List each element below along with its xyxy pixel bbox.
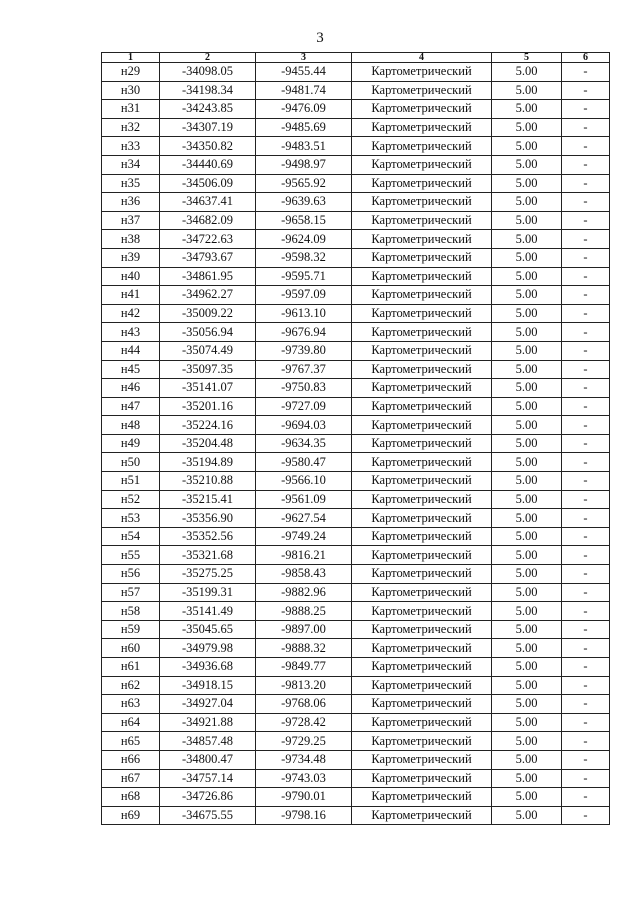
x-coordinate-cell: -35356.90 <box>160 509 256 528</box>
point-name-cell: н43 <box>102 323 160 342</box>
point-name-cell: н52 <box>102 490 160 509</box>
table-row <box>102 100 610 119</box>
accuracy-cell: 5.00 <box>492 639 562 658</box>
x-coordinate-cell: -35215.41 <box>160 490 256 509</box>
method-cell: Картометрический <box>352 286 492 305</box>
table-row <box>102 230 610 249</box>
y-coordinate-cell: -9882.96 <box>256 583 352 602</box>
point-name-cell: н51 <box>102 472 160 491</box>
point-name-cell: н63 <box>102 695 160 714</box>
method-cell: Картометрический <box>352 118 492 137</box>
description-cell: - <box>562 658 610 677</box>
table-row <box>102 490 610 509</box>
point-name-cell: н59 <box>102 620 160 639</box>
x-coordinate-cell: -35210.88 <box>160 472 256 491</box>
accuracy-cell: 5.00 <box>492 193 562 212</box>
method-cell: Картометрический <box>352 509 492 528</box>
method-cell: Картометрический <box>352 527 492 546</box>
point-name-cell: н32 <box>102 118 160 137</box>
accuracy-cell: 5.00 <box>492 490 562 509</box>
table-row <box>102 658 610 677</box>
x-coordinate-cell: -34198.34 <box>160 81 256 100</box>
y-coordinate-cell: -9767.37 <box>256 360 352 379</box>
point-name-cell: н35 <box>102 174 160 193</box>
table-row <box>102 750 610 769</box>
method-cell: Картометрический <box>352 788 492 807</box>
y-coordinate-cell: -9565.92 <box>256 174 352 193</box>
table-header-row <box>102 53 610 63</box>
y-coordinate-cell: -9483.51 <box>256 137 352 156</box>
point-name-cell: н47 <box>102 397 160 416</box>
accuracy-cell: 5.00 <box>492 323 562 342</box>
table-body <box>102 63 610 825</box>
y-coordinate-cell: -9455.44 <box>256 63 352 82</box>
table-row <box>102 397 610 416</box>
accuracy-cell: 5.00 <box>492 286 562 305</box>
method-cell: Картометрический <box>352 230 492 249</box>
description-cell: - <box>562 193 610 212</box>
x-coordinate-cell: -35224.16 <box>160 416 256 435</box>
x-coordinate-cell: -35141.07 <box>160 379 256 398</box>
table-row <box>102 248 610 267</box>
accuracy-cell: 5.00 <box>492 472 562 491</box>
column-header: 3 <box>256 53 352 63</box>
method-cell: Картометрический <box>352 63 492 82</box>
accuracy-cell: 5.00 <box>492 788 562 807</box>
x-coordinate-cell: -35045.65 <box>160 620 256 639</box>
description-cell: - <box>562 211 610 230</box>
point-name-cell: н61 <box>102 658 160 677</box>
table-row <box>102 63 610 82</box>
accuracy-cell: 5.00 <box>492 769 562 788</box>
accuracy-cell: 5.00 <box>492 137 562 156</box>
table-row <box>102 81 610 100</box>
column-header: 4 <box>352 53 492 63</box>
description-cell: - <box>562 416 610 435</box>
description-cell: - <box>562 472 610 491</box>
point-name-cell: н50 <box>102 453 160 472</box>
description-cell: - <box>562 509 610 528</box>
x-coordinate-cell: -35056.94 <box>160 323 256 342</box>
x-coordinate-cell: -34722.63 <box>160 230 256 249</box>
table-row <box>102 583 610 602</box>
description-cell: - <box>562 248 610 267</box>
x-coordinate-cell: -34682.09 <box>160 211 256 230</box>
accuracy-cell: 5.00 <box>492 583 562 602</box>
column-header: 5 <box>492 53 562 63</box>
table-row <box>102 732 610 751</box>
method-cell: Картометрический <box>352 304 492 323</box>
method-cell: Картометрический <box>352 267 492 286</box>
description-cell: - <box>562 434 610 453</box>
y-coordinate-cell: -9580.47 <box>256 453 352 472</box>
y-coordinate-cell: -9694.03 <box>256 416 352 435</box>
y-coordinate-cell: -9888.25 <box>256 602 352 621</box>
description-cell: - <box>562 788 610 807</box>
y-coordinate-cell: -9749.24 <box>256 527 352 546</box>
accuracy-cell: 5.00 <box>492 509 562 528</box>
method-cell: Картометрический <box>352 155 492 174</box>
point-name-cell: н34 <box>102 155 160 174</box>
x-coordinate-cell: -34793.67 <box>160 248 256 267</box>
y-coordinate-cell: -9627.54 <box>256 509 352 528</box>
accuracy-cell: 5.00 <box>492 434 562 453</box>
y-coordinate-cell: -9639.63 <box>256 193 352 212</box>
accuracy-cell: 5.00 <box>492 527 562 546</box>
x-coordinate-cell: -35009.22 <box>160 304 256 323</box>
method-cell: Картометрический <box>352 248 492 267</box>
y-coordinate-cell: -9561.09 <box>256 490 352 509</box>
method-cell: Картометрический <box>352 137 492 156</box>
point-name-cell: н57 <box>102 583 160 602</box>
y-coordinate-cell: -9566.10 <box>256 472 352 491</box>
method-cell: Картометрический <box>352 565 492 584</box>
y-coordinate-cell: -9597.09 <box>256 286 352 305</box>
description-cell: - <box>562 174 610 193</box>
point-name-cell: н38 <box>102 230 160 249</box>
point-name-cell: н69 <box>102 806 160 825</box>
table-row <box>102 267 610 286</box>
description-cell: - <box>562 341 610 360</box>
accuracy-cell: 5.00 <box>492 732 562 751</box>
table-row <box>102 620 610 639</box>
y-coordinate-cell: -9816.21 <box>256 546 352 565</box>
accuracy-cell: 5.00 <box>492 453 562 472</box>
x-coordinate-cell: -34936.68 <box>160 658 256 677</box>
method-cell: Картометрический <box>352 676 492 695</box>
accuracy-cell: 5.00 <box>492 416 562 435</box>
table-row <box>102 713 610 732</box>
accuracy-cell: 5.00 <box>492 397 562 416</box>
description-cell: - <box>562 602 610 621</box>
table-row <box>102 323 610 342</box>
column-header: 1 <box>102 53 160 63</box>
x-coordinate-cell: -34350.82 <box>160 137 256 156</box>
point-name-cell: н55 <box>102 546 160 565</box>
y-coordinate-cell: -9595.71 <box>256 267 352 286</box>
x-coordinate-cell: -35194.89 <box>160 453 256 472</box>
x-coordinate-cell: -35352.56 <box>160 527 256 546</box>
method-cell: Картометрический <box>352 323 492 342</box>
method-cell: Картометрический <box>352 174 492 193</box>
x-coordinate-cell: -34675.55 <box>160 806 256 825</box>
x-coordinate-cell: -34861.95 <box>160 267 256 286</box>
point-name-cell: н64 <box>102 713 160 732</box>
point-name-cell: н36 <box>102 193 160 212</box>
method-cell: Картометрический <box>352 806 492 825</box>
accuracy-cell: 5.00 <box>492 360 562 379</box>
table-row <box>102 174 610 193</box>
y-coordinate-cell: -9476.09 <box>256 100 352 119</box>
table-row <box>102 286 610 305</box>
description-cell: - <box>562 732 610 751</box>
method-cell: Картометрический <box>352 769 492 788</box>
point-name-cell: н48 <box>102 416 160 435</box>
x-coordinate-cell: -35141.49 <box>160 602 256 621</box>
table-row <box>102 546 610 565</box>
y-coordinate-cell: -9768.06 <box>256 695 352 714</box>
accuracy-cell: 5.00 <box>492 713 562 732</box>
x-coordinate-cell: -34757.14 <box>160 769 256 788</box>
table-row <box>102 453 610 472</box>
accuracy-cell: 5.00 <box>492 806 562 825</box>
x-coordinate-cell: -35199.31 <box>160 583 256 602</box>
description-cell: - <box>562 360 610 379</box>
accuracy-cell: 5.00 <box>492 341 562 360</box>
table-row <box>102 360 610 379</box>
point-name-cell: н49 <box>102 434 160 453</box>
description-cell: - <box>562 527 610 546</box>
accuracy-cell: 5.00 <box>492 174 562 193</box>
method-cell: Картометрический <box>352 658 492 677</box>
x-coordinate-cell: -34637.41 <box>160 193 256 212</box>
x-coordinate-cell: -35074.49 <box>160 341 256 360</box>
method-cell: Картометрический <box>352 81 492 100</box>
x-coordinate-cell: -35097.35 <box>160 360 256 379</box>
description-cell: - <box>562 230 610 249</box>
table-row <box>102 434 610 453</box>
y-coordinate-cell: -9858.43 <box>256 565 352 584</box>
description-cell: - <box>562 583 610 602</box>
point-name-cell: н37 <box>102 211 160 230</box>
accuracy-cell: 5.00 <box>492 546 562 565</box>
table-row <box>102 472 610 491</box>
description-cell: - <box>562 118 610 137</box>
description-cell: - <box>562 304 610 323</box>
y-coordinate-cell: -9750.83 <box>256 379 352 398</box>
accuracy-cell: 5.00 <box>492 695 562 714</box>
description-cell: - <box>562 639 610 658</box>
method-cell: Картометрический <box>352 397 492 416</box>
table-row <box>102 527 610 546</box>
y-coordinate-cell: -9798.16 <box>256 806 352 825</box>
y-coordinate-cell: -9729.25 <box>256 732 352 751</box>
method-cell: Картометрический <box>352 472 492 491</box>
table-row <box>102 379 610 398</box>
method-cell: Картометрический <box>352 620 492 639</box>
point-name-cell: н39 <box>102 248 160 267</box>
x-coordinate-cell: -35204.48 <box>160 434 256 453</box>
x-coordinate-cell: -34979.98 <box>160 639 256 658</box>
description-cell: - <box>562 695 610 714</box>
description-cell: - <box>562 750 610 769</box>
accuracy-cell: 5.00 <box>492 118 562 137</box>
table-row <box>102 118 610 137</box>
y-coordinate-cell: -9813.20 <box>256 676 352 695</box>
description-cell: - <box>562 379 610 398</box>
accuracy-cell: 5.00 <box>492 100 562 119</box>
method-cell: Картометрический <box>352 639 492 658</box>
point-name-cell: н46 <box>102 379 160 398</box>
method-cell: Картометрический <box>352 583 492 602</box>
method-cell: Картометрический <box>352 100 492 119</box>
x-coordinate-cell: -34857.48 <box>160 732 256 751</box>
description-cell: - <box>562 676 610 695</box>
x-coordinate-cell: -34918.15 <box>160 676 256 695</box>
method-cell: Картометрический <box>352 695 492 714</box>
description-cell: - <box>562 137 610 156</box>
x-coordinate-cell: -34243.85 <box>160 100 256 119</box>
description-cell: - <box>562 769 610 788</box>
x-coordinate-cell: -34506.09 <box>160 174 256 193</box>
description-cell: - <box>562 323 610 342</box>
coordinates-table <box>101 52 610 825</box>
point-name-cell: н45 <box>102 360 160 379</box>
description-cell: - <box>562 267 610 286</box>
method-cell: Картометрический <box>352 193 492 212</box>
column-header: 2 <box>160 53 256 63</box>
point-name-cell: н42 <box>102 304 160 323</box>
y-coordinate-cell: -9485.69 <box>256 118 352 137</box>
accuracy-cell: 5.00 <box>492 676 562 695</box>
x-coordinate-cell: -35201.16 <box>160 397 256 416</box>
method-cell: Картометрический <box>352 360 492 379</box>
x-coordinate-cell: -34726.86 <box>160 788 256 807</box>
y-coordinate-cell: -9743.03 <box>256 769 352 788</box>
description-cell: - <box>562 620 610 639</box>
point-name-cell: н40 <box>102 267 160 286</box>
table-row <box>102 304 610 323</box>
y-coordinate-cell: -9728.42 <box>256 713 352 732</box>
x-coordinate-cell: -34962.27 <box>160 286 256 305</box>
point-name-cell: н56 <box>102 565 160 584</box>
y-coordinate-cell: -9676.94 <box>256 323 352 342</box>
table-row <box>102 676 610 695</box>
description-cell: - <box>562 546 610 565</box>
accuracy-cell: 5.00 <box>492 63 562 82</box>
description-cell: - <box>562 806 610 825</box>
method-cell: Картометрический <box>352 713 492 732</box>
y-coordinate-cell: -9598.32 <box>256 248 352 267</box>
description-cell: - <box>562 565 610 584</box>
x-coordinate-cell: -34440.69 <box>160 155 256 174</box>
table-row <box>102 695 610 714</box>
y-coordinate-cell: -9498.97 <box>256 155 352 174</box>
point-name-cell: н67 <box>102 769 160 788</box>
x-coordinate-cell: -35275.25 <box>160 565 256 584</box>
point-name-cell: н58 <box>102 602 160 621</box>
table-row <box>102 211 610 230</box>
table-row <box>102 565 610 584</box>
method-cell: Картометрический <box>352 379 492 398</box>
method-cell: Картометрический <box>352 453 492 472</box>
point-name-cell: н41 <box>102 286 160 305</box>
accuracy-cell: 5.00 <box>492 602 562 621</box>
y-coordinate-cell: -9739.80 <box>256 341 352 360</box>
y-coordinate-cell: -9634.35 <box>256 434 352 453</box>
y-coordinate-cell: -9727.09 <box>256 397 352 416</box>
point-name-cell: н60 <box>102 639 160 658</box>
y-coordinate-cell: -9658.15 <box>256 211 352 230</box>
table-row <box>102 806 610 825</box>
method-cell: Картометрический <box>352 732 492 751</box>
description-cell: - <box>562 63 610 82</box>
x-coordinate-cell: -34921.88 <box>160 713 256 732</box>
table-row <box>102 193 610 212</box>
table-row <box>102 416 610 435</box>
accuracy-cell: 5.00 <box>492 211 562 230</box>
table-row <box>102 341 610 360</box>
point-name-cell: н29 <box>102 63 160 82</box>
point-name-cell: н54 <box>102 527 160 546</box>
point-name-cell: н30 <box>102 81 160 100</box>
description-cell: - <box>562 286 610 305</box>
y-coordinate-cell: -9734.48 <box>256 750 352 769</box>
accuracy-cell: 5.00 <box>492 81 562 100</box>
x-coordinate-cell: -34307.19 <box>160 118 256 137</box>
accuracy-cell: 5.00 <box>492 620 562 639</box>
accuracy-cell: 5.00 <box>492 230 562 249</box>
point-name-cell: н33 <box>102 137 160 156</box>
accuracy-cell: 5.00 <box>492 267 562 286</box>
point-name-cell: н65 <box>102 732 160 751</box>
point-name-cell: н68 <box>102 788 160 807</box>
description-cell: - <box>562 155 610 174</box>
x-coordinate-cell: -34098.05 <box>160 63 256 82</box>
description-cell: - <box>562 397 610 416</box>
method-cell: Картометрический <box>352 750 492 769</box>
method-cell: Картометрический <box>352 490 492 509</box>
y-coordinate-cell: -9624.09 <box>256 230 352 249</box>
table-row <box>102 769 610 788</box>
y-coordinate-cell: -9613.10 <box>256 304 352 323</box>
table-row <box>102 155 610 174</box>
accuracy-cell: 5.00 <box>492 155 562 174</box>
x-coordinate-cell: -34927.04 <box>160 695 256 714</box>
table-row <box>102 137 610 156</box>
method-cell: Картометрический <box>352 602 492 621</box>
accuracy-cell: 5.00 <box>492 248 562 267</box>
y-coordinate-cell: -9888.32 <box>256 639 352 658</box>
method-cell: Картометрический <box>352 416 492 435</box>
point-name-cell: н44 <box>102 341 160 360</box>
table-row <box>102 509 610 528</box>
point-name-cell: н66 <box>102 750 160 769</box>
method-cell: Картометрический <box>352 341 492 360</box>
accuracy-cell: 5.00 <box>492 565 562 584</box>
table-row <box>102 788 610 807</box>
y-coordinate-cell: -9849.77 <box>256 658 352 677</box>
table-row <box>102 639 610 658</box>
x-coordinate-cell: -34800.47 <box>160 750 256 769</box>
method-cell: Картометрический <box>352 434 492 453</box>
method-cell: Картометрический <box>352 546 492 565</box>
description-cell: - <box>562 100 610 119</box>
description-cell: - <box>562 453 610 472</box>
page-number: 3 <box>316 30 324 46</box>
table-row <box>102 602 610 621</box>
description-cell: - <box>562 713 610 732</box>
description-cell: - <box>562 81 610 100</box>
column-header: 6 <box>562 53 610 63</box>
accuracy-cell: 5.00 <box>492 658 562 677</box>
point-name-cell: н53 <box>102 509 160 528</box>
method-cell: Картометрический <box>352 211 492 230</box>
accuracy-cell: 5.00 <box>492 750 562 769</box>
y-coordinate-cell: -9481.74 <box>256 81 352 100</box>
point-name-cell: н31 <box>102 100 160 119</box>
y-coordinate-cell: -9790.01 <box>256 788 352 807</box>
y-coordinate-cell: -9897.00 <box>256 620 352 639</box>
x-coordinate-cell: -35321.68 <box>160 546 256 565</box>
accuracy-cell: 5.00 <box>492 379 562 398</box>
accuracy-cell: 5.00 <box>492 304 562 323</box>
point-name-cell: н62 <box>102 676 160 695</box>
description-cell: - <box>562 490 610 509</box>
